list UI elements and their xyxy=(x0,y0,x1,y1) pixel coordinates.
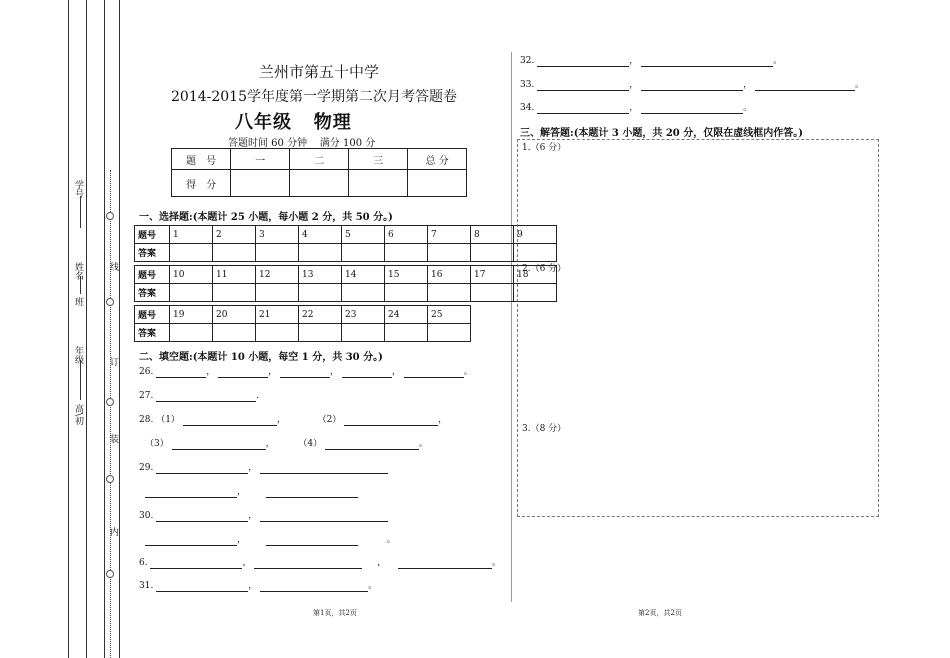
blank[interactable] xyxy=(641,80,743,91)
margin-ban: 班 xyxy=(73,297,83,306)
q32-row: 32. ， 。 xyxy=(520,56,783,66)
answer-cell[interactable] xyxy=(256,244,299,262)
score-cell[interactable] xyxy=(290,170,349,197)
binding-ding: 订 xyxy=(108,357,118,366)
binding-dotted-line xyxy=(110,170,111,658)
q28-row2: （3） ， （4） 。 xyxy=(145,439,428,449)
question-number: 15 xyxy=(385,266,428,284)
q27-row: 27. . xyxy=(139,391,260,401)
answer-cell[interactable] xyxy=(256,324,299,342)
answer-cell[interactable] xyxy=(170,324,213,342)
blank[interactable] xyxy=(150,558,242,569)
question-number: 1 xyxy=(170,226,213,244)
score-row-label: 得 分 xyxy=(172,170,231,197)
question-number: 9 xyxy=(514,226,557,244)
q31-label: 31. xyxy=(139,581,154,591)
label-daan: 答案 xyxy=(135,284,170,302)
exam-title: 2014-2015学年度第一学期第二次月考答题卷 xyxy=(171,89,457,105)
answer-cell[interactable] xyxy=(428,244,471,262)
question-number: 24 xyxy=(385,306,428,324)
question-number: 3 xyxy=(256,226,299,244)
q28-2-label: （2） xyxy=(317,415,342,425)
score-header-cell: 二 xyxy=(290,149,349,170)
question-number: 20 xyxy=(213,306,256,324)
q2-label: 2.（6 分） xyxy=(522,264,567,274)
answer-table-row2 xyxy=(134,265,557,302)
q29-row2: ， xyxy=(145,486,358,498)
q30-label: 30. xyxy=(139,511,154,521)
blank[interactable] xyxy=(260,511,388,522)
binding-zhuang: 装 xyxy=(108,434,118,443)
binding-hole xyxy=(106,398,114,406)
blank[interactable] xyxy=(755,80,855,91)
blank[interactable] xyxy=(145,487,237,498)
blank[interactable] xyxy=(156,463,248,474)
answer-area[interactable] xyxy=(517,139,879,517)
score-table xyxy=(171,148,467,197)
q26-row: 26. ， ， ， ， 。 xyxy=(139,367,473,377)
score-header-cell: 题 号 xyxy=(172,149,231,170)
answer-cell[interactable] xyxy=(299,324,342,342)
answer-cell[interactable] xyxy=(299,284,342,302)
q28-4-label: （4） xyxy=(298,439,323,449)
answer-cell[interactable] xyxy=(471,244,514,262)
answer-cell[interactable] xyxy=(213,244,256,262)
binding-xian: 线 xyxy=(108,262,118,271)
blank[interactable] xyxy=(260,463,388,474)
label-tihao: 题号 xyxy=(135,226,170,244)
q34-row: 34. ， 。 xyxy=(520,103,753,113)
margin-rule-1 xyxy=(68,0,69,658)
answer-cell[interactable] xyxy=(428,284,471,302)
question-number: 19 xyxy=(170,306,213,324)
answer-cell[interactable] xyxy=(213,324,256,342)
question-number: 6 xyxy=(385,226,428,244)
binding-hole xyxy=(106,475,114,483)
margin-gaochu: 高\初 xyxy=(73,404,83,426)
blank[interactable] xyxy=(404,367,464,378)
q33-row: 33. ， ， 。 xyxy=(520,80,864,90)
question-number: 12 xyxy=(256,266,299,284)
blank-nianji xyxy=(80,360,81,400)
q27-label: 27. xyxy=(139,391,154,401)
q34-label: 34. xyxy=(520,103,535,113)
margin-xingming: 姓名 xyxy=(73,262,83,280)
question-number: 11 xyxy=(213,266,256,284)
answer-cell[interactable] xyxy=(385,284,428,302)
answer-cell[interactable] xyxy=(342,324,385,342)
question-number: 23 xyxy=(342,306,385,324)
section2-title: 二、填空题:(本题计 10 小题，每空 1 分，共 30 分。) xyxy=(139,352,383,363)
score-cell[interactable] xyxy=(408,170,467,197)
question-number: 13 xyxy=(299,266,342,284)
blank[interactable] xyxy=(156,581,248,592)
margin-rule-3 xyxy=(104,0,105,658)
question-number: 5 xyxy=(342,226,385,244)
answer-cell[interactable] xyxy=(170,284,213,302)
blank[interactable] xyxy=(266,535,358,546)
label-daan: 答案 xyxy=(135,324,170,342)
q28-3-label: （3） xyxy=(145,439,169,449)
blank[interactable] xyxy=(344,415,438,426)
blank[interactable] xyxy=(641,56,773,67)
exam-time: 答题时间 60 分钟 满分 100 分 xyxy=(228,138,376,149)
section1-title: 一、选择题:(本题计 25 小题，每小题 2 分，共 50 分。) xyxy=(139,212,393,223)
q6-label: 6. xyxy=(139,558,148,568)
blank[interactable] xyxy=(156,367,206,378)
blank-xingming xyxy=(80,276,81,294)
blank[interactable] xyxy=(156,511,248,522)
blank[interactable] xyxy=(342,367,392,378)
binding-hole xyxy=(106,212,114,220)
question-number: 7 xyxy=(428,226,471,244)
q33-label: 33. xyxy=(520,80,535,90)
q32-label: 32. xyxy=(520,56,535,66)
question-number: 2 xyxy=(213,226,256,244)
blank[interactable] xyxy=(266,487,358,498)
q3-label: 3.（8 分） xyxy=(522,424,567,434)
q28-1-label: （1） xyxy=(156,415,180,425)
answer-cell[interactable] xyxy=(299,244,342,262)
margin-rule-4 xyxy=(119,0,120,658)
question-number: 4 xyxy=(299,226,342,244)
binding-hole xyxy=(106,298,114,306)
blank[interactable] xyxy=(280,367,330,378)
answer-cell[interactable] xyxy=(385,324,428,342)
q30-row2: ， 。 xyxy=(145,534,396,546)
answer-cell[interactable] xyxy=(256,284,299,302)
margin-nianji: 年级 xyxy=(73,346,83,364)
blank[interactable] xyxy=(156,391,256,402)
blank[interactable] xyxy=(145,535,237,546)
binding-nei: 内 xyxy=(108,527,118,536)
blank[interactable] xyxy=(172,439,266,450)
blank[interactable] xyxy=(537,80,629,91)
answer-table-row3 xyxy=(134,305,471,342)
q28-row: 28. （1） ， （2） ， xyxy=(139,415,448,425)
q6-row: 6. ， ， 。 xyxy=(139,558,501,568)
question-number: 25 xyxy=(428,306,471,324)
subject-title: 八年级 物理 xyxy=(235,112,352,133)
question-number: 21 xyxy=(256,306,299,324)
blank[interactable] xyxy=(325,439,419,450)
blank[interactable] xyxy=(537,103,629,114)
answer-cell[interactable] xyxy=(342,284,385,302)
question-number: 18 xyxy=(514,266,557,284)
question-number: 14 xyxy=(342,266,385,284)
blank[interactable] xyxy=(398,558,492,569)
blank[interactable] xyxy=(254,558,362,569)
blank[interactable] xyxy=(537,56,629,67)
answer-cell[interactable] xyxy=(342,244,385,262)
q26-label: 26. xyxy=(139,367,154,377)
answer-cell[interactable] xyxy=(213,284,256,302)
label-tihao: 题号 xyxy=(135,306,170,324)
blank[interactable] xyxy=(218,367,268,378)
q29-label: 29. xyxy=(139,463,154,473)
label-daan: 答案 xyxy=(135,244,170,262)
question-number: 22 xyxy=(299,306,342,324)
score-header-cell: 三 xyxy=(349,149,408,170)
blank-xuehao xyxy=(80,196,81,228)
answer-table-row1 xyxy=(134,225,557,262)
footer-page1: 第1页，共2页 xyxy=(313,609,357,617)
footer-page2: 第2页，共2页 xyxy=(638,609,682,617)
question-number: 8 xyxy=(471,226,514,244)
blank[interactable] xyxy=(183,415,277,426)
margin-xuehao: 学号 xyxy=(73,180,83,198)
blank[interactable] xyxy=(260,581,368,592)
answer-cell[interactable] xyxy=(428,324,471,342)
q1-label: 1.（6 分） xyxy=(522,143,567,153)
margin-rule-2 xyxy=(86,0,87,658)
section3-title: 三、解答题:(本题计 3 小题，共 20 分，仅限在虚线框内作答。) xyxy=(520,128,803,139)
label-tihao: 题号 xyxy=(135,266,170,284)
answer-cell[interactable] xyxy=(170,244,213,262)
blank[interactable] xyxy=(641,103,743,114)
binding-hole xyxy=(106,570,114,578)
question-number: 16 xyxy=(428,266,471,284)
q30-row: 30. ， xyxy=(139,510,388,522)
school-name: 兰州市第五十中学 xyxy=(259,63,380,81)
score-header-cell: 总 分 xyxy=(408,149,467,170)
q29-row: 29. ， xyxy=(139,462,388,474)
question-number: 10 xyxy=(170,266,213,284)
q28-label: 28. xyxy=(139,415,154,425)
answer-cell[interactable] xyxy=(385,244,428,262)
question-number: 17 xyxy=(471,266,514,284)
answer-cell[interactable] xyxy=(471,284,514,302)
score-header-cell: 一 xyxy=(231,149,290,170)
page-divider xyxy=(511,52,512,602)
q31-row: 31. ， 。 xyxy=(139,581,378,591)
score-cell[interactable] xyxy=(349,170,408,197)
score-cell[interactable] xyxy=(231,170,290,197)
